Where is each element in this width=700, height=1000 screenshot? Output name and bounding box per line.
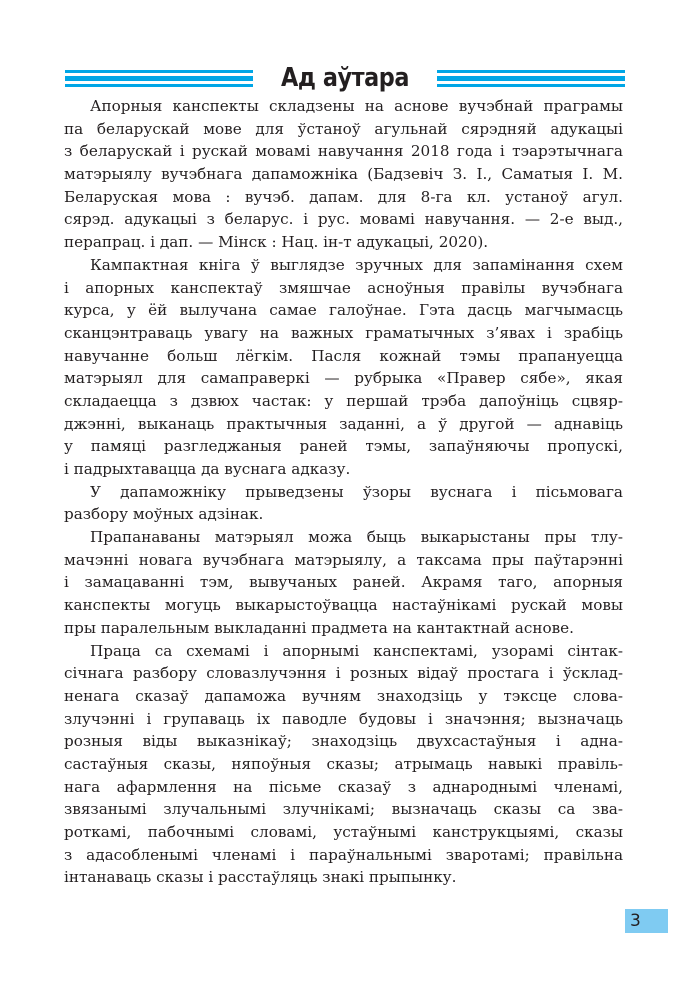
title-decoration-right: [437, 70, 625, 89]
stripe: [437, 84, 625, 87]
text-line: сярэд. адукацыі з беларус. і рус. мовамі навучання. — 2-е выд.,: [64, 210, 623, 229]
text-line: курса, у ёй вылучана самае галоўнае. Гэта дасць магчымасць: [64, 301, 623, 320]
stripe: [437, 76, 625, 81]
text-line: і апорных канспектаў змяшчае асноўныя правілы вучэбнага: [64, 278, 623, 297]
text-line: з адасобленымі членамі і параўнальнымі зваротамі; правільна: [64, 845, 623, 864]
text-line: Праца са схемамі і апорнымі канспектамі, узорамі сінтак-: [90, 641, 623, 660]
text-line: Беларуская мова : вучэб. дапам. для 8-га кл. устаноў агул.: [64, 187, 623, 206]
text-line: січнага разбору словазлучэння і розных відаў простага і ўсклад-: [64, 664, 623, 683]
text-line: навучанне больш лёгкім. Пасля кожнай тэмы прапануецца: [64, 346, 623, 365]
text-line: сканцэнтраваць увагу на важных граматычных з’явах і зрабіць: [64, 323, 623, 342]
text-line: У дапаможніку прыведзены ўзоры вуснага і пісьмовага: [90, 482, 623, 501]
stripe: [437, 70, 625, 73]
paragraph: [64, 640, 623, 890]
body-text: [64, 95, 623, 889]
stripe: [65, 84, 253, 87]
stripe: [65, 76, 253, 81]
text-line: з беларускай і рускай мовамі навучання 2018 года і тэарэтычнага: [64, 142, 623, 161]
text-line: розныя віды выказнікаў; знаходзіць двухсастаўныя і адна-: [64, 732, 623, 751]
text-line: перапрац. і дап. — Мінск : Нац. ін-т адукацыі, 2020).: [64, 233, 489, 252]
page-number: 3: [625, 909, 668, 933]
text-line: Апорныя канспекты складзены на аснове вучэбнай праграмы: [90, 97, 623, 115]
text-line: матэрыялу вучэбнага дапаможніка (Бадзевіч З. І., Саматыя І. М.: [64, 165, 623, 184]
text-line: разбору моўных адзінак.: [64, 505, 264, 524]
text-line: і падрыхтавацца да вуснага адказу.: [64, 460, 351, 478]
text-line: састаўныя сказы, няпоўныя сказы; атрымаць навыкі правіль-: [64, 754, 623, 773]
text-line: Прапанаваны матэрыял можа быць выкарыстаны пры тлу-: [90, 528, 623, 547]
stripe: [65, 70, 253, 73]
text-line: звязанымі злучальнымі злучнікамі; вызначаць сказы са зва-: [64, 800, 623, 819]
text-line: інтанаваць сказы і расстаўляць знакі прыпынку.: [64, 868, 457, 887]
text-line: складаецца з дзвюх частак: у першай трэба дапоўніць сцвяр-: [64, 391, 623, 410]
text-line: джэнні, выканаць практычныя заданні, а ў другой — аднавіць: [64, 414, 623, 433]
text-line: мачэнні новага вучэбнага матэрыялу, а таксама пры паўтарэнні: [64, 550, 623, 569]
text-line: у памяці разгледжаныя раней тэмы, запаўняючы пропускі,: [64, 437, 623, 456]
text-line: па беларускай мове для ўстаноў агульнай сярэдняй адукацыі: [64, 119, 623, 138]
text-line: нага афармлення на пісьме сказаў з аднароднымі членамі,: [64, 777, 623, 796]
text-line: і замацаванні тэм, вывучаных раней. Акрамя таго, апорныя: [64, 573, 623, 592]
text-line: Кампактная кніга ў выглядзе зручных для запамінання схем: [90, 255, 623, 274]
text-line: матэрыял для самаправеркі — рубрыка «Правер сябе», якая: [64, 369, 623, 388]
paragraph: [64, 95, 623, 254]
text-line: роткамі, пабочнымі словамі, устаўнымі канструкцыямі, сказы: [64, 823, 623, 841]
paragraph: [64, 254, 623, 481]
text-line: злучэнні і групаваць іх паводле будовы і значэння; вызначаць: [64, 709, 623, 728]
title-decoration-left: [65, 70, 253, 89]
text-line: ненага сказаў дапаможа вучням знаходзіць у тэксце слова-: [64, 686, 623, 705]
page-title: Ад аўтара: [280, 63, 410, 93]
paragraph: [64, 481, 623, 526]
text-line: пры паралельным выкладанні прадмета на кантактнай аснове.: [64, 618, 574, 637]
paragraph: [64, 526, 623, 639]
text-line: канспекты могуць выкарыстоўвацца настаўнікамі рускай мовы: [64, 596, 623, 615]
